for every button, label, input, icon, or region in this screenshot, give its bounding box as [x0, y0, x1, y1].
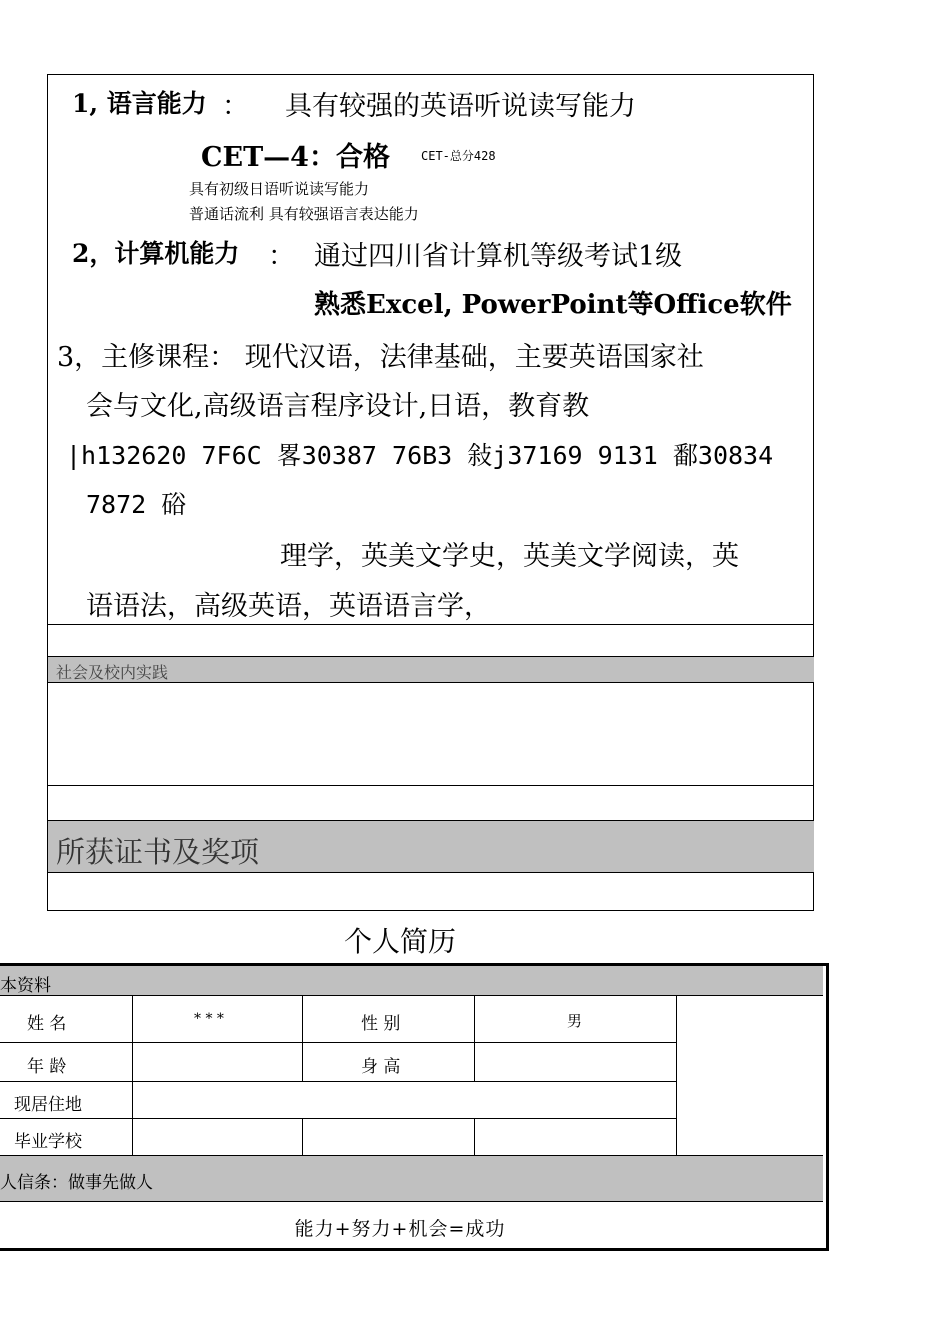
resume-title: 个人简历 — [343, 925, 456, 958]
garbled-text-line-1: |h132620 7F6C 畧30387 76B3 敍j37169 9131 鄱30834 — [66, 441, 774, 470]
awards-header: 所获证书及奖项 — [56, 835, 260, 869]
age-label: 年 龄 — [27, 1057, 67, 1077]
language-ability-text: 具有较强的英语听说读写能力 — [285, 91, 636, 122]
grid-line — [474, 1118, 475, 1155]
basic-info-header: 本资料 — [0, 976, 51, 996]
basic-info-header-band — [0, 966, 823, 996]
motto-text: 能力+努力+机会=成功 — [294, 1218, 506, 1240]
courses-line-2: 会与文化,高级语言程序设计,日语，教育教 — [86, 391, 590, 422]
motto-header: 人信条：做事先做人 — [0, 1173, 153, 1193]
practice-header-band — [48, 656, 814, 683]
divider — [47, 785, 814, 786]
computer-ability-label: 2，计算机能力 — [72, 239, 240, 268]
language-ability-label: 1, 语言能力 — [72, 89, 207, 118]
divider — [47, 624, 814, 625]
courses-line-4: 语语法，高级英语，英语语言学， — [86, 591, 491, 622]
grid-line — [132, 995, 133, 1155]
resume-table — [0, 963, 829, 1251]
mandarin-ability-note: 普通话流利 具有较强语言表达能力 — [189, 205, 419, 223]
motto-header-band — [0, 1155, 823, 1202]
awards-header-band — [48, 820, 814, 873]
computer-colon: ： — [268, 241, 295, 272]
office-skills-text: 熟悉Excel, PowerPoint等Office软件 — [314, 290, 792, 320]
courses-line-1: 3，主修课程： 现代汉语，法律基础，主要英语国家社 — [57, 342, 704, 373]
language-colon: ： — [222, 91, 249, 122]
height-label: 身 高 — [361, 1057, 401, 1077]
gender-value: 男 — [567, 1012, 583, 1030]
grid-line — [474, 995, 475, 1081]
garbled-text-line-2: 7872 硲 — [86, 490, 187, 519]
grid-line — [0, 1118, 676, 1119]
school-label: 毕业学校 — [14, 1132, 82, 1152]
cet-score: CET-总分428 — [421, 149, 496, 163]
cet-result: CET—4：合格 — [201, 142, 390, 173]
grid-line — [302, 1118, 303, 1155]
name-label: 姓 名 — [27, 1014, 67, 1034]
name-value: * * * — [194, 1011, 224, 1027]
grid-line — [302, 995, 303, 1081]
gender-label: 性 别 — [361, 1014, 401, 1034]
grid-line — [0, 1081, 676, 1082]
practice-header: 社会及校内实践 — [56, 663, 169, 682]
grid-line — [0, 1042, 676, 1043]
japanese-ability-note: 具有初级日语听说读写能力 — [189, 180, 370, 198]
computer-ability-text: 通过四川省计算机等级考试1级 — [314, 241, 683, 272]
grid-line — [676, 995, 677, 1155]
courses-line-3: 理学，英美文学史，英美文学阅读，英 — [280, 541, 739, 572]
residence-label: 现居住地 — [14, 1095, 82, 1115]
